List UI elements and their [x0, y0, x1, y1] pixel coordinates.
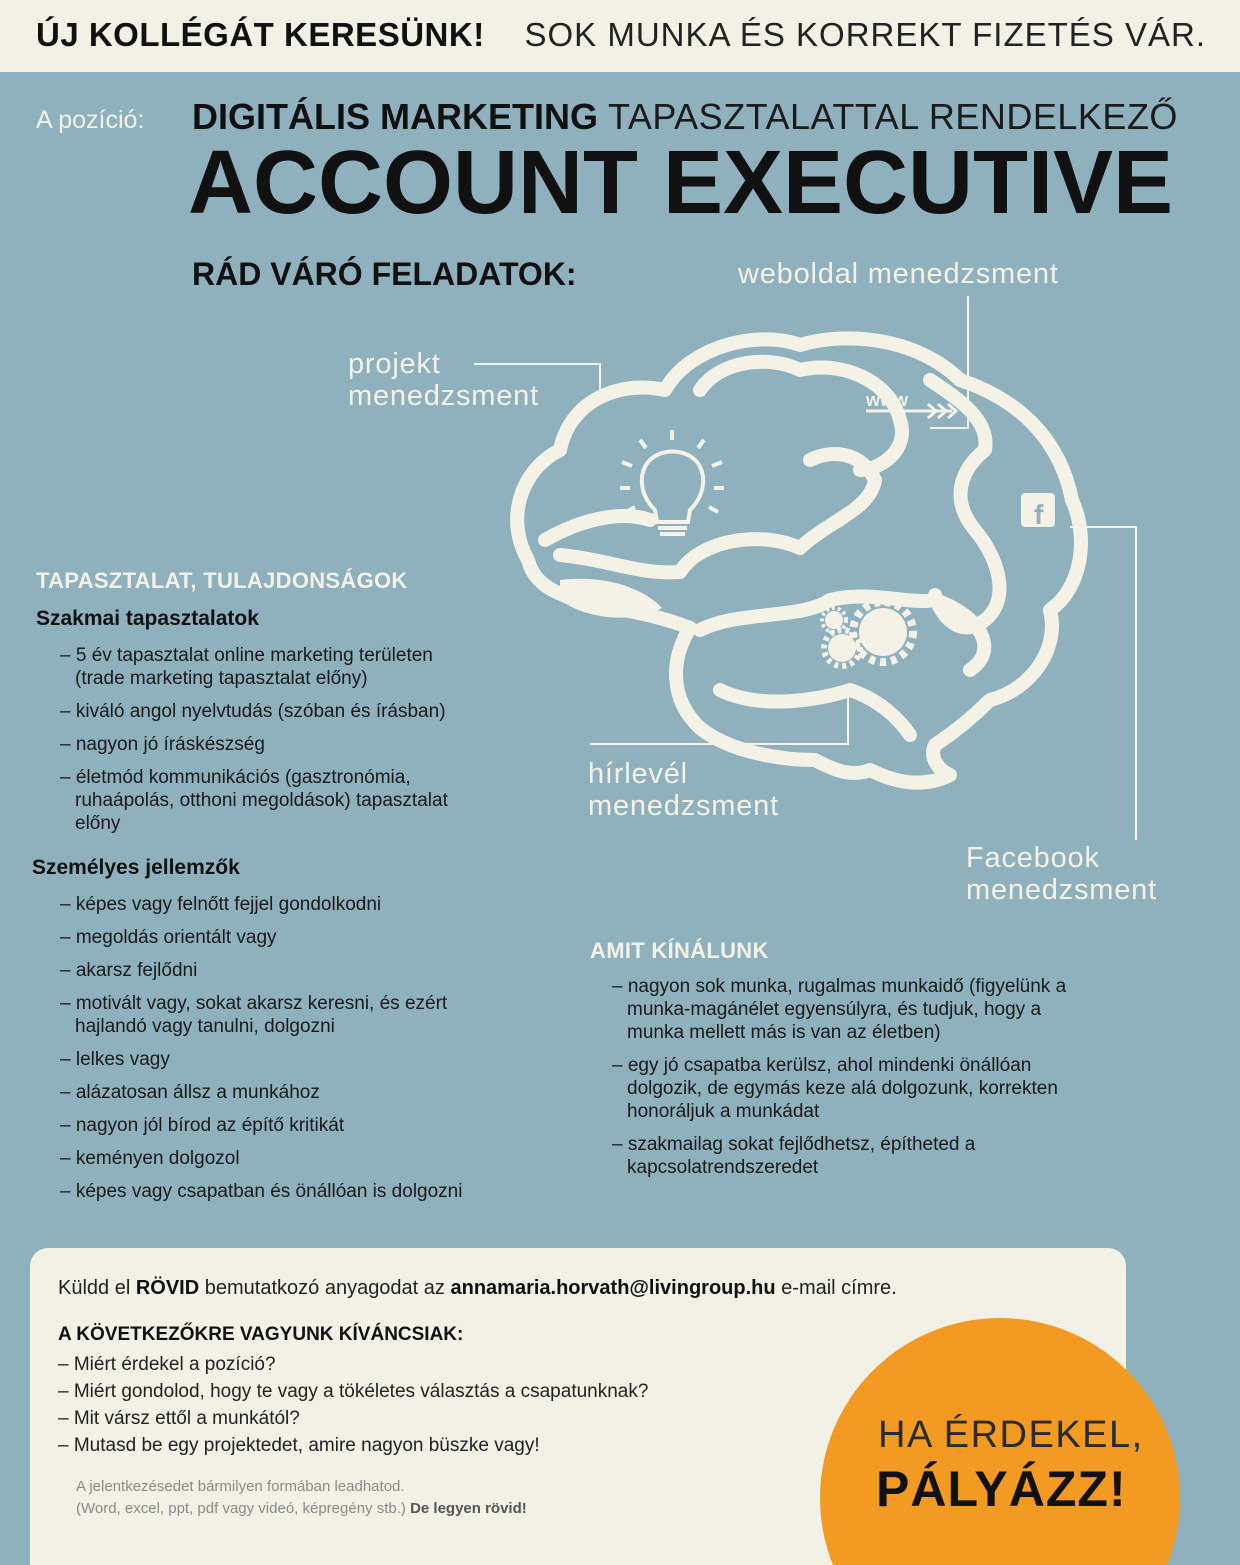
- questions-list: [58, 1351, 648, 1459]
- list-item: – nagyon sok munka, rugalmas munkaidő (figyelünk a munka-magánélet egyensúlyra, és tudjuk, hogy a munka mellett más is van az életben): [612, 975, 1082, 1044]
- list-item: – nagyon jól bírod az építő kritikát: [60, 1114, 490, 1137]
- list-item: – szakmailag sokat fejlődhetsz, építheted a kapcsolatrendszeredet: [612, 1133, 1082, 1179]
- gears-icon: [822, 602, 913, 666]
- label-project-1: projekt: [348, 348, 441, 380]
- label-newsletter-2: menedzsment: [588, 790, 779, 822]
- send-mid: bemutatkozó anyagodat az: [204, 1277, 445, 1299]
- send-pre: Küldd el: [58, 1277, 131, 1299]
- brain-fold-top: [700, 362, 902, 470]
- list-item: – képes vagy csapatban és önállóan is dolgozni: [60, 1180, 490, 1203]
- send-post: e-mail címre.: [781, 1277, 897, 1299]
- experience-heading: TAPASZTALAT, TULAJDONSÁGOK: [36, 568, 408, 593]
- professional-heading: Szakmai tapasztalatok: [36, 607, 259, 630]
- www-icon: www: [866, 390, 909, 410]
- send-bold: RÖVID: [135, 1277, 200, 1299]
- position-label: A pozíció:: [36, 106, 145, 134]
- list-item: – Miért gondolod, hogy te vagy a tökéletes választás a csapatunknak?: [58, 1378, 648, 1405]
- tasks-heading: RÁD VÁRÓ FELADATOK:: [192, 256, 577, 292]
- list-item: – egy jó csapatba kerülsz, ahol mindenki önállóan dolgozik, de egymás keze alá dolgozunk, korrekten honoráljuk a munkádat: [612, 1054, 1082, 1123]
- personal-list: [60, 893, 490, 1213]
- svg-text:f: f: [1034, 499, 1044, 530]
- professional-list: [60, 644, 480, 845]
- label-project-2: menedzsment: [348, 380, 539, 412]
- email-link[interactable]: annamaria.horvath@livingroup.hu: [450, 1277, 776, 1299]
- curious-heading: A KÖVETKEZŐKRE VAGYUNK KÍVÁNCSIAK:: [58, 1324, 464, 1345]
- offer-list: [612, 975, 1082, 1189]
- list-item: – alázatosan állsz a munkához: [60, 1081, 490, 1104]
- position-subtitle-bold: DIGITÁLIS MARKETING: [192, 96, 598, 137]
- list-item: – életmód kommunikációs (gasztronómia, ruhaápolás, otthoni megoldások) tapasztalat előny: [60, 766, 480, 835]
- brain-fold-left: [545, 516, 650, 540]
- list-item: – nagyon jó íráskészség: [60, 733, 480, 756]
- brain-fold-bottom: [720, 690, 910, 735]
- cta-line1: HA ÉRDEKEL,: [878, 1414, 1144, 1456]
- label-facebook-2: menedzsment: [966, 874, 1157, 906]
- brain-cerebellum: [560, 579, 662, 618]
- list-item: – lelkes vagy: [60, 1048, 490, 1071]
- list-item: – motivált vagy, sokat akarsz keresni, és ezért hajlandó vagy tanulni, dolgozni: [60, 992, 490, 1038]
- personal-heading: Személyes jellemzők: [32, 856, 240, 879]
- list-item: – Mit vársz ettől a munkától?: [58, 1405, 648, 1432]
- list-item: – keményen dolgozol: [60, 1147, 490, 1170]
- format-note-bold: De legyen rövid!: [410, 1500, 527, 1517]
- label-web: weboldal menedzsment: [738, 258, 1059, 290]
- send-instructions: [58, 1277, 897, 1300]
- cta-line2: PÁLYÁZZ!: [876, 1461, 1127, 1517]
- header-light-text: SOK MUNKA ÉS KORREKT FIZETÉS VÁR.: [524, 16, 1206, 53]
- format-note: [76, 1476, 527, 1520]
- position-subtitle-light: TAPASZTALATTAL RENDELKEZŐ: [608, 96, 1178, 137]
- list-item: – kiváló angol nyelvtudás (szóban és írásban): [60, 700, 480, 723]
- format-note-line1: A jelentkezésedet bármilyen formában leadhatod.: [76, 1478, 405, 1495]
- position-title: ACCOUNT EXECUTIVE: [188, 133, 1174, 233]
- format-note-line2: [76, 1498, 527, 1520]
- list-item: – akarsz fejlődni: [60, 959, 490, 982]
- list-item: – Mutasd be egy projektedet, amire nagyon büszke vagy!: [58, 1432, 648, 1459]
- format-note-formats: (Word, excel, ppt, pdf vagy videó, képregény stb.): [76, 1500, 406, 1517]
- header-bold-text: ÚJ KOLLÉGÁT KERESÜNK!: [36, 16, 485, 53]
- list-item: – képes vagy felnőtt fejjel gondolkodni: [60, 893, 490, 916]
- offer-heading: AMIT KÍNÁLUNK: [590, 938, 769, 963]
- label-facebook-1: Facebook: [966, 842, 1100, 874]
- list-item: – 5 év tapasztalat online marketing területen (trade marketing tapasztalat előny): [60, 644, 480, 690]
- facebook-icon: [1021, 493, 1055, 530]
- label-newsletter-1: hírlevél: [588, 758, 688, 790]
- list-item: – megoldás orientált vagy: [60, 926, 490, 949]
- list-item: – Miért érdekel a pozíció?: [58, 1351, 648, 1378]
